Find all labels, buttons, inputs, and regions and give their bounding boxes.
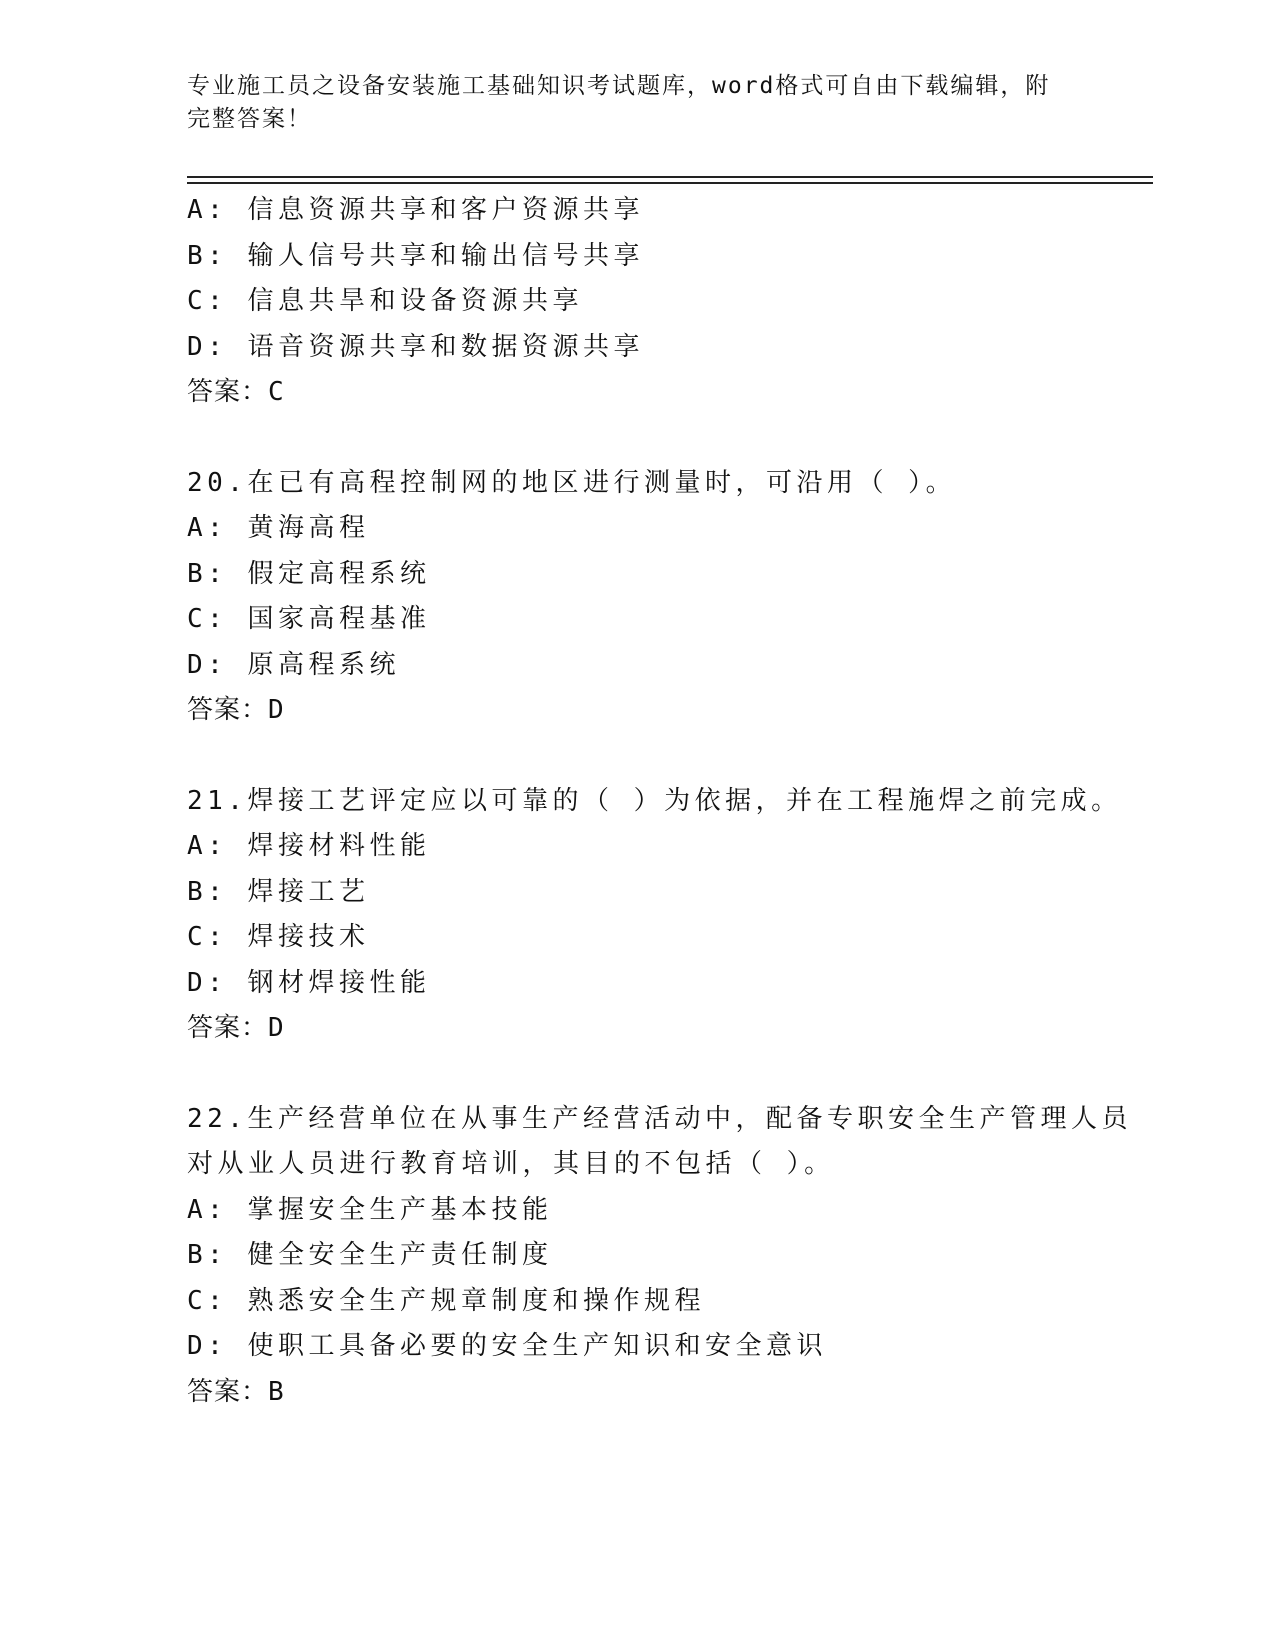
question-text: 21.焊接工艺评定应以可靠的（ ）为依据，并在工程施焊之前完成。	[187, 785, 1122, 816]
document-header	[187, 70, 1067, 136]
question-block-21	[187, 779, 1122, 1052]
option-c: C: 国家高程基准	[187, 604, 431, 634]
option-b: B: 健全安全生产责任制度	[187, 1240, 553, 1270]
header-divider-top	[187, 176, 1153, 178]
option-b: B: 假定高程系统	[187, 558, 431, 589]
option-a: A: 掌握安全生产基本技能	[187, 1194, 553, 1225]
answer-line: 答案：C	[187, 377, 285, 407]
answer-line: 答案：D	[187, 695, 285, 725]
option-a: A: 焊接材料性能	[187, 831, 431, 861]
option-a: A: 信息资源共享和客户资源共享	[187, 195, 644, 225]
question-text: 20.在已有高程控制网的地区进行测量时，可沿用（ ）。	[187, 467, 957, 498]
option-b: B: 焊接工艺	[187, 876, 370, 907]
question-text-line-1: 22.生产经营单位在从事生产经营活动中，配备专职安全生产管理人员	[187, 1103, 1132, 1134]
question-block-20	[187, 461, 1087, 734]
option-c: C: 焊接技术	[187, 922, 370, 952]
option-d: D: 使职工具备必要的安全生产知识和安全意识	[187, 1331, 827, 1361]
option-c: C: 熟悉安全生产规章制度和操作规程	[187, 1285, 705, 1316]
option-d: D: 语音资源共享和数据资源共享	[187, 331, 644, 362]
answer-line: 答案：B	[187, 1376, 285, 1407]
header-divider-bottom	[187, 182, 1153, 184]
question-text-line-2: 对从业人员进行教育培训，其目的不包括（ ）。	[187, 1149, 835, 1179]
option-b: B: 输人信号共享和输出信号共享	[187, 240, 644, 271]
option-c: C: 信息共旱和设备资源共享	[187, 286, 583, 316]
option-d: D: 钢材焊接性能	[187, 967, 431, 998]
header-text: 专业施工员之设备安装施工基础知识考试题库，word格式可自由下载编辑，附完整答案！	[187, 73, 1051, 132]
question-block-22	[187, 1097, 1132, 1416]
question-list	[187, 188, 1132, 1415]
option-d: D: 原高程系统	[187, 649, 400, 680]
answer-line: 答案：D	[187, 1013, 285, 1043]
option-a: A: 黄海高程	[187, 513, 370, 543]
question-block-19	[187, 188, 1087, 416]
